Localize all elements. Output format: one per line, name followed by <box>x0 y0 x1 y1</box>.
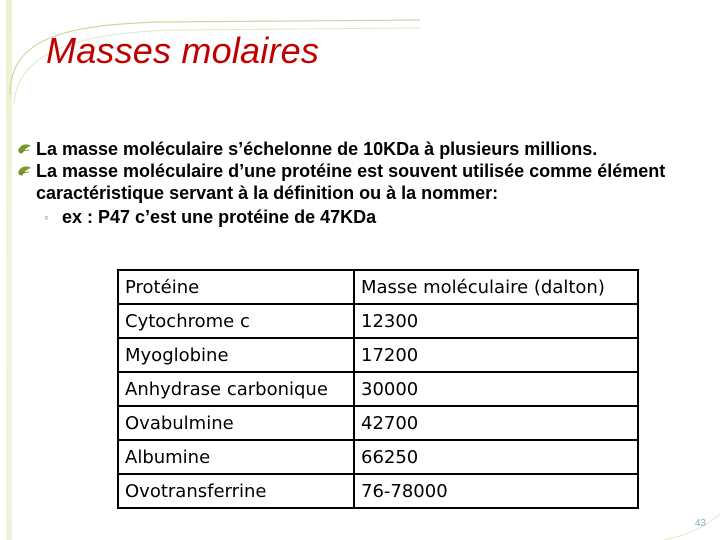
table-row <box>118 304 638 338</box>
leaf-bullet-icon <box>16 160 34 182</box>
bullet-item <box>16 138 706 160</box>
table-row <box>118 372 638 406</box>
table-cell: 76-78000 <box>354 474 638 508</box>
table-cell: 12300 <box>354 304 638 338</box>
table-cell: 17200 <box>354 338 638 372</box>
sub-bullet-item <box>16 206 706 228</box>
table-row <box>118 474 638 508</box>
table-cell: Ovabulmine <box>118 406 354 440</box>
table-cell: 30000 <box>354 372 638 406</box>
molar-mass-table <box>117 269 639 509</box>
sub-bullet-text: ex : P47 c’est une protéine de 47KDa <box>62 207 377 227</box>
table-cell: Ovotransferrine <box>118 474 354 508</box>
table-cell: Myoglobine <box>118 338 354 372</box>
bullet-list <box>16 138 706 228</box>
table-row <box>118 406 638 440</box>
table-cell: Cytochrome c <box>118 304 354 338</box>
bullet-text: La masse moléculaire d’une protéine est souvent utilisée comme élément caractéristique servant à la définition ou à la nommer: <box>36 161 666 203</box>
table-cell: 66250 <box>354 440 638 474</box>
table-header-row <box>118 270 638 304</box>
bullet-item <box>16 160 706 204</box>
corner-decorative-curve <box>664 510 720 540</box>
ring-bullet-icon: ◦ <box>44 209 49 225</box>
bullet-text: La masse moléculaire s’échelonne de 10KDa à plusieurs millions. <box>36 139 598 159</box>
table-cell: Protéine <box>118 270 354 304</box>
table-row <box>118 338 638 372</box>
table-row <box>118 440 638 474</box>
table-cell: Albumine <box>118 440 354 474</box>
leaf-bullet-icon <box>16 138 34 160</box>
page-number: 43 <box>694 518 706 529</box>
table-cell: Anhydrase carbonique <box>118 372 354 406</box>
table-cell: 42700 <box>354 406 638 440</box>
slide-title: Masses molaires <box>46 30 320 71</box>
table-cell: Masse moléculaire (dalton) <box>354 270 638 304</box>
